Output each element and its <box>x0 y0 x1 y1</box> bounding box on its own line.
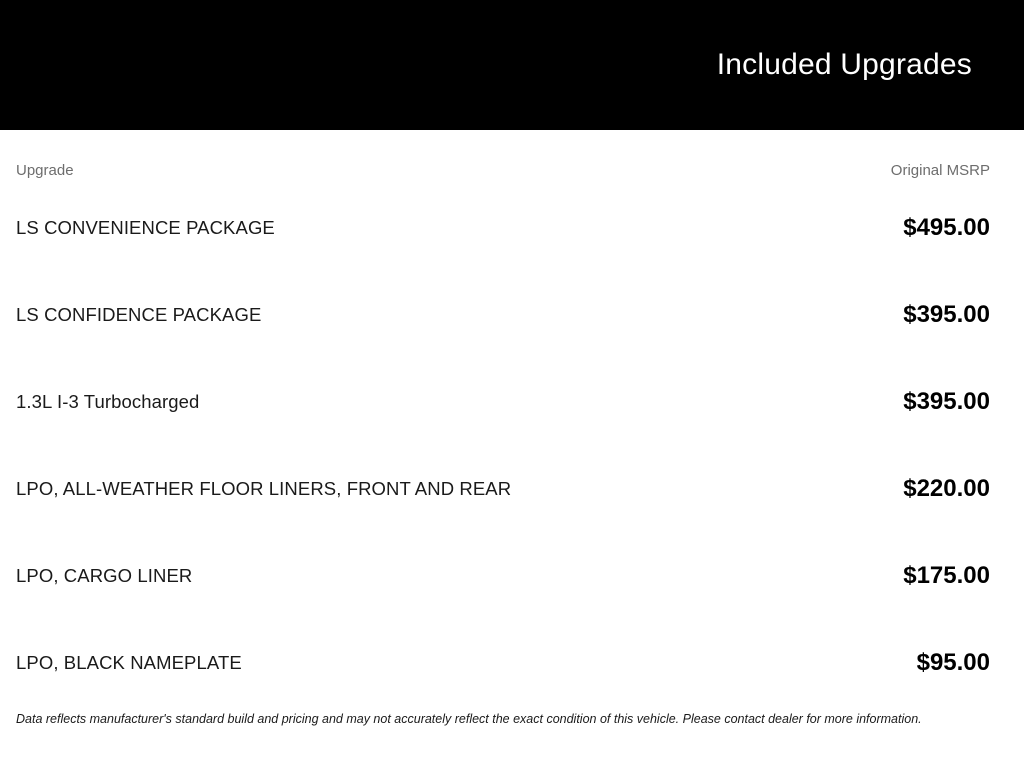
upgrade-msrp: $395.00 <box>903 300 990 328</box>
upgrade-name: LPO, ALL-WEATHER FLOOR LINERS, FRONT AND REAR <box>16 477 512 499</box>
column-header-upgrade: Upgrade <box>16 161 74 179</box>
upgrade-msrp: $395.00 <box>903 387 990 415</box>
table-row <box>0 358 1024 445</box>
table-row <box>0 271 1024 358</box>
upgrade-name: 1.3L I-3 Turbocharged <box>16 390 200 412</box>
upgrade-name: LS CONVENIENCE PACKAGE <box>16 216 275 238</box>
column-header-msrp: Original MSRP <box>890 161 990 179</box>
page-title: Included Upgrades <box>716 48 972 81</box>
table-row <box>0 445 1024 532</box>
upgrade-msrp: $175.00 <box>903 561 990 589</box>
upgrade-name: LPO, CARGO LINER <box>16 564 193 586</box>
table-body <box>0 184 1024 706</box>
upgrade-msrp: $220.00 <box>903 474 990 502</box>
upgrade-name: LPO, BLACK NAMEPLATE <box>16 651 242 673</box>
table-row <box>0 184 1024 271</box>
upgrades-table <box>0 160 1024 727</box>
header-banner <box>0 0 1024 130</box>
table-header-row <box>0 160 1024 180</box>
upgrade-name: LS CONFIDENCE PACKAGE <box>16 303 262 325</box>
table-row <box>0 532 1024 619</box>
upgrade-msrp: $95.00 <box>916 648 990 676</box>
disclaimer-text: Data reflects manufacturer's standard build and pricing and may not accurately reflect the exact condition of this vehicle. Please contact dealer for more information. <box>16 712 922 726</box>
upgrade-msrp: $495.00 <box>903 213 990 241</box>
table-row <box>0 619 1024 706</box>
